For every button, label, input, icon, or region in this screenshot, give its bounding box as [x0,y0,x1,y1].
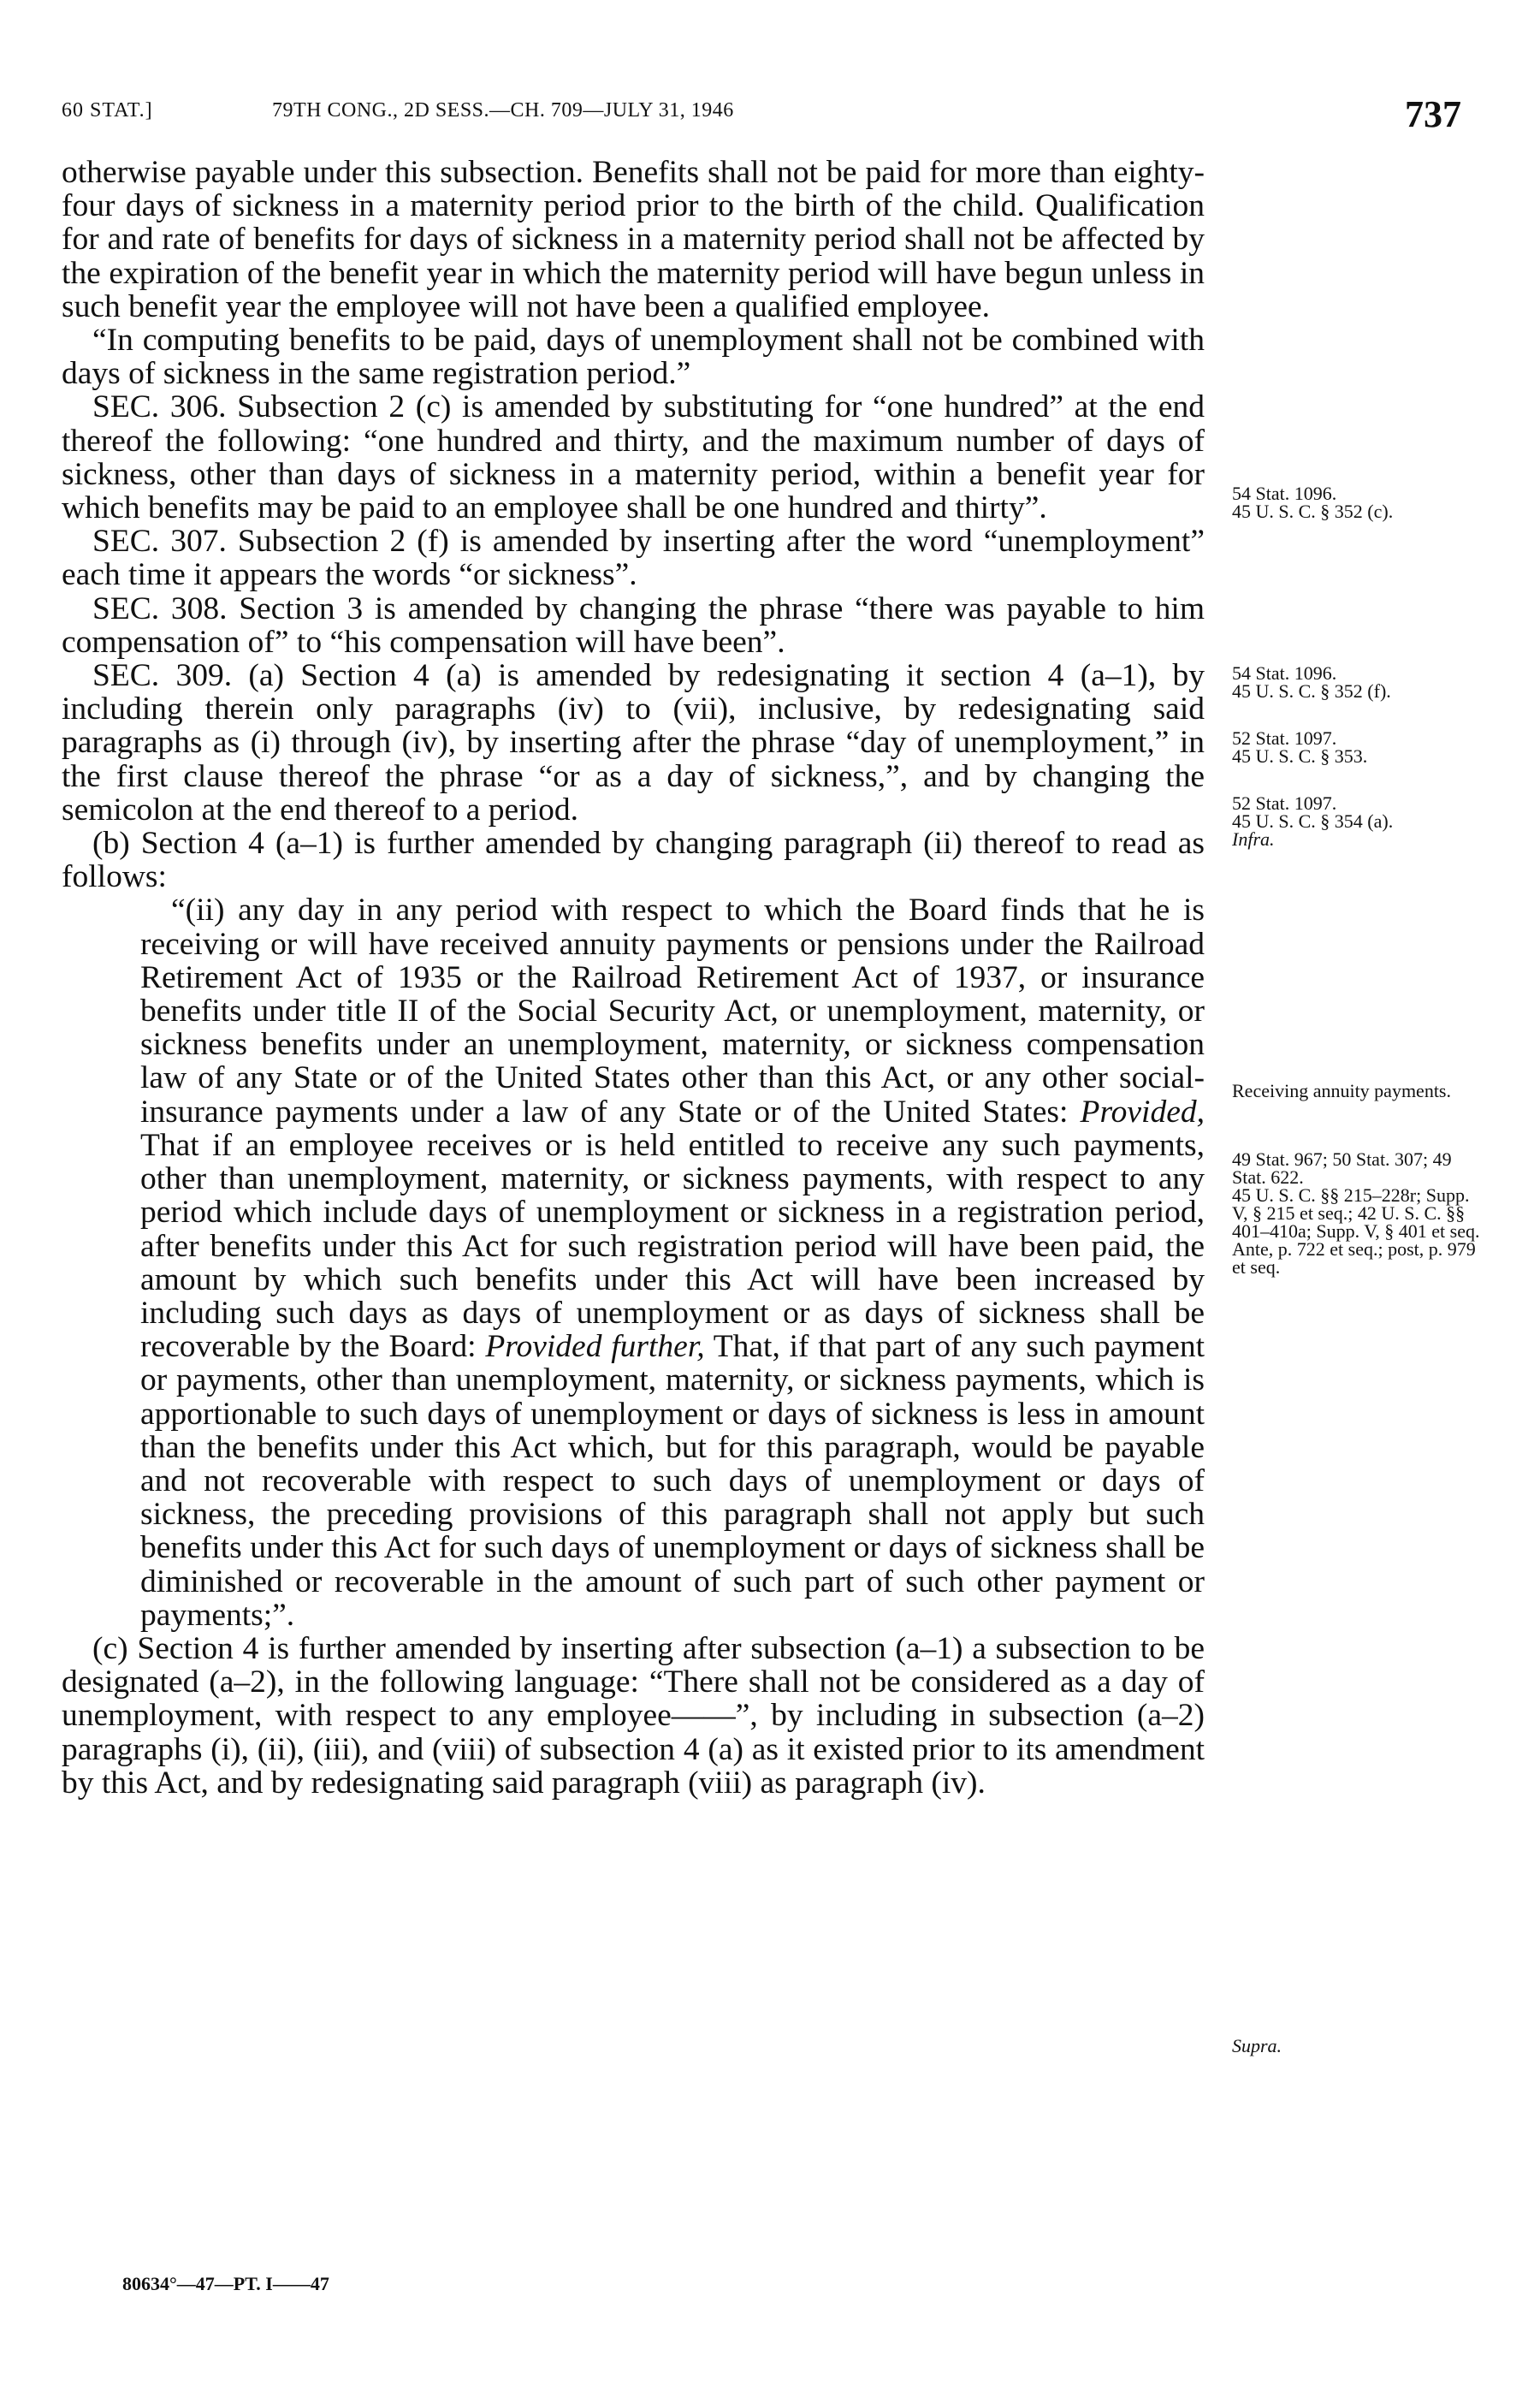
congress-session-chapter: 79TH CONG., 2D SESS.—CH. 709—JULY 31, 1946 [272,99,734,122]
running-header [62,92,1461,144]
paragraph-computing-benefits: “In computing benefits to be paid, days of unemployment shall not be combined with days of sickness in the same registration period.” [62,323,1205,392]
body-text [62,156,1205,1800]
margin-note-citations: 49 Stat. 967; 50 Stat. 307; 49 Stat. 622. 45 U. S. C. §§ 215–228r; Supp. V, § 215 et seq.; 42 U. S. C. §§ 401–410a; Supp. V, § 401 et seq. Ante, p. 722 et seq.; post, p. 979 et seq. [1232,1148,1480,1278]
margin-note-receiving-annuity: Receiving annuity payments. [1232,1080,1451,1101]
margin-note-sec306: 54 Stat. 1096. 45 U. S. C. § 352 (c). [1232,483,1394,522]
quote-part-1: “(ii) any day in any period with respect to which the Board finds that he is receiving or will have received annuity payments or pensions under the Railroad Retirement Act of 1935 or the Railroad Retirement Act of 1937, or insurance benefits under title II of the Social Security Act, or unemployment, maternity, or sickness benefits under an unemployment, maternity, or sickness compensation law of any State or of the United States other than this Act, or any other social-insurance payments under a law of any State or of the United States: [140,893,1205,1130]
margin-note-supra: Supra. [1232,2035,1282,2056]
margin-note-sec308: 52 Stat. 1097. 45 U. S. C. § 353. [1232,727,1368,767]
provided-further-label: Provided further, [485,1329,705,1365]
paragraph-continuation: otherwise payable under this subsection. Benefits shall not be paid for more than eighty-four days of sickness in a maternity period prior to the birth of the child. Qualification for and rate of benefits for days of sickness in a maternity period shall not be affected by the expiration of the benefit year in which the maternity period will have begun unless in such benefit year the employee will not have been a qualified employee. [62,155,1205,324]
quoted-paragraph-ii [140,893,1205,1631]
section-308: SEC. 308. Section 3 is amended by changing the phrase “there was payable to him compensation of” to “his compensation will have been”. [62,590,1205,660]
section-309-b: (b) Section 4 (a–1) is further amended by changing paragraph (ii) thereof to read as follows: [62,826,1205,895]
quote-part-3: That, if that part of any such payment or payments, other than unemployment, maternity, or sickness payments, which is apportionable to such days of unemployment or days of sickness is less in amount than the benefits under this Act which, but for this paragraph, would be payable and not recoverable with respect to such days of unemployment or days of sickness, the preceding provisions of this paragraph shall not apply but such benefits under this Act for such days of unemployment or days of sickness shall be diminished or recoverable in the amount of such part of such other payment or payments;”. [140,1329,1205,1633]
section-306: SEC. 306. Subsection 2 (c) is amended by substituting for “one hundred” at the end thereof the following: “one hundred and thirty, and the maximum number of days of sickness, other than days of sickness in a maternity period, within a benefit year for which benefits may be paid to an employee shall be one hundred and thirty”. [62,389,1205,526]
section-307: SEC. 307. Subsection 2 (f) is amended by inserting after the word “unemployment” each time it appears the words “or sickness”. [62,524,1205,593]
margin-note-sec307: 54 Stat. 1096. 45 U. S. C. § 352 (f). [1232,662,1391,702]
section-309-a: SEC. 309. (a) Section 4 (a) is amended by redesignating it section 4 (a–1), by including therein only paragraphs (iv) to (vii), inclusive, by redesignating said paragraphs as (i) through (iv), by inserting after the phrase “day of unemployment,” in the first clause thereof the phrase “or as a day of sickness,”, and by changing the semicolon at the end thereof to a period. [62,658,1205,828]
section-309-c: (c) Section 4 is further amended by inserting after subsection (a–1) a subsection to be designated (a–2), in the following language: “There shall not be considered as a day of unemployment, with respect to any employee——”, by including in subsection (a–2) paragraphs (i), (ii), (iii), and (viii) of subsection 4 (a) as it existed prior to its amendment by this Act, and by redesignating said paragraph (viii) as paragraph (iv). [62,1630,1205,1801]
margin-note-sec309: 52 Stat. 1097. 45 U. S. C. § 354 (a). Infra. [1232,792,1394,850]
print-footer: 80634°—47—PT. I——47 [122,2273,329,2294]
provided-label: Provided, [1080,1094,1205,1130]
page-number: 737 [1405,93,1461,135]
quote-part-2: That if an employee receives or is held entitled to receive any such payments, other than unemployment, maternity, or sickness payments, with respect to any period which include days of unemployment or sickness in a registration period, after benefits under this Act for such registration period will have been paid, the amount by which such benefits under this Act will have been increased by including such days as days of unemployment or as days of sickness shall be recoverable by the Board: [140,1127,1205,1365]
statute-volume: 60 STAT.] [62,99,153,122]
